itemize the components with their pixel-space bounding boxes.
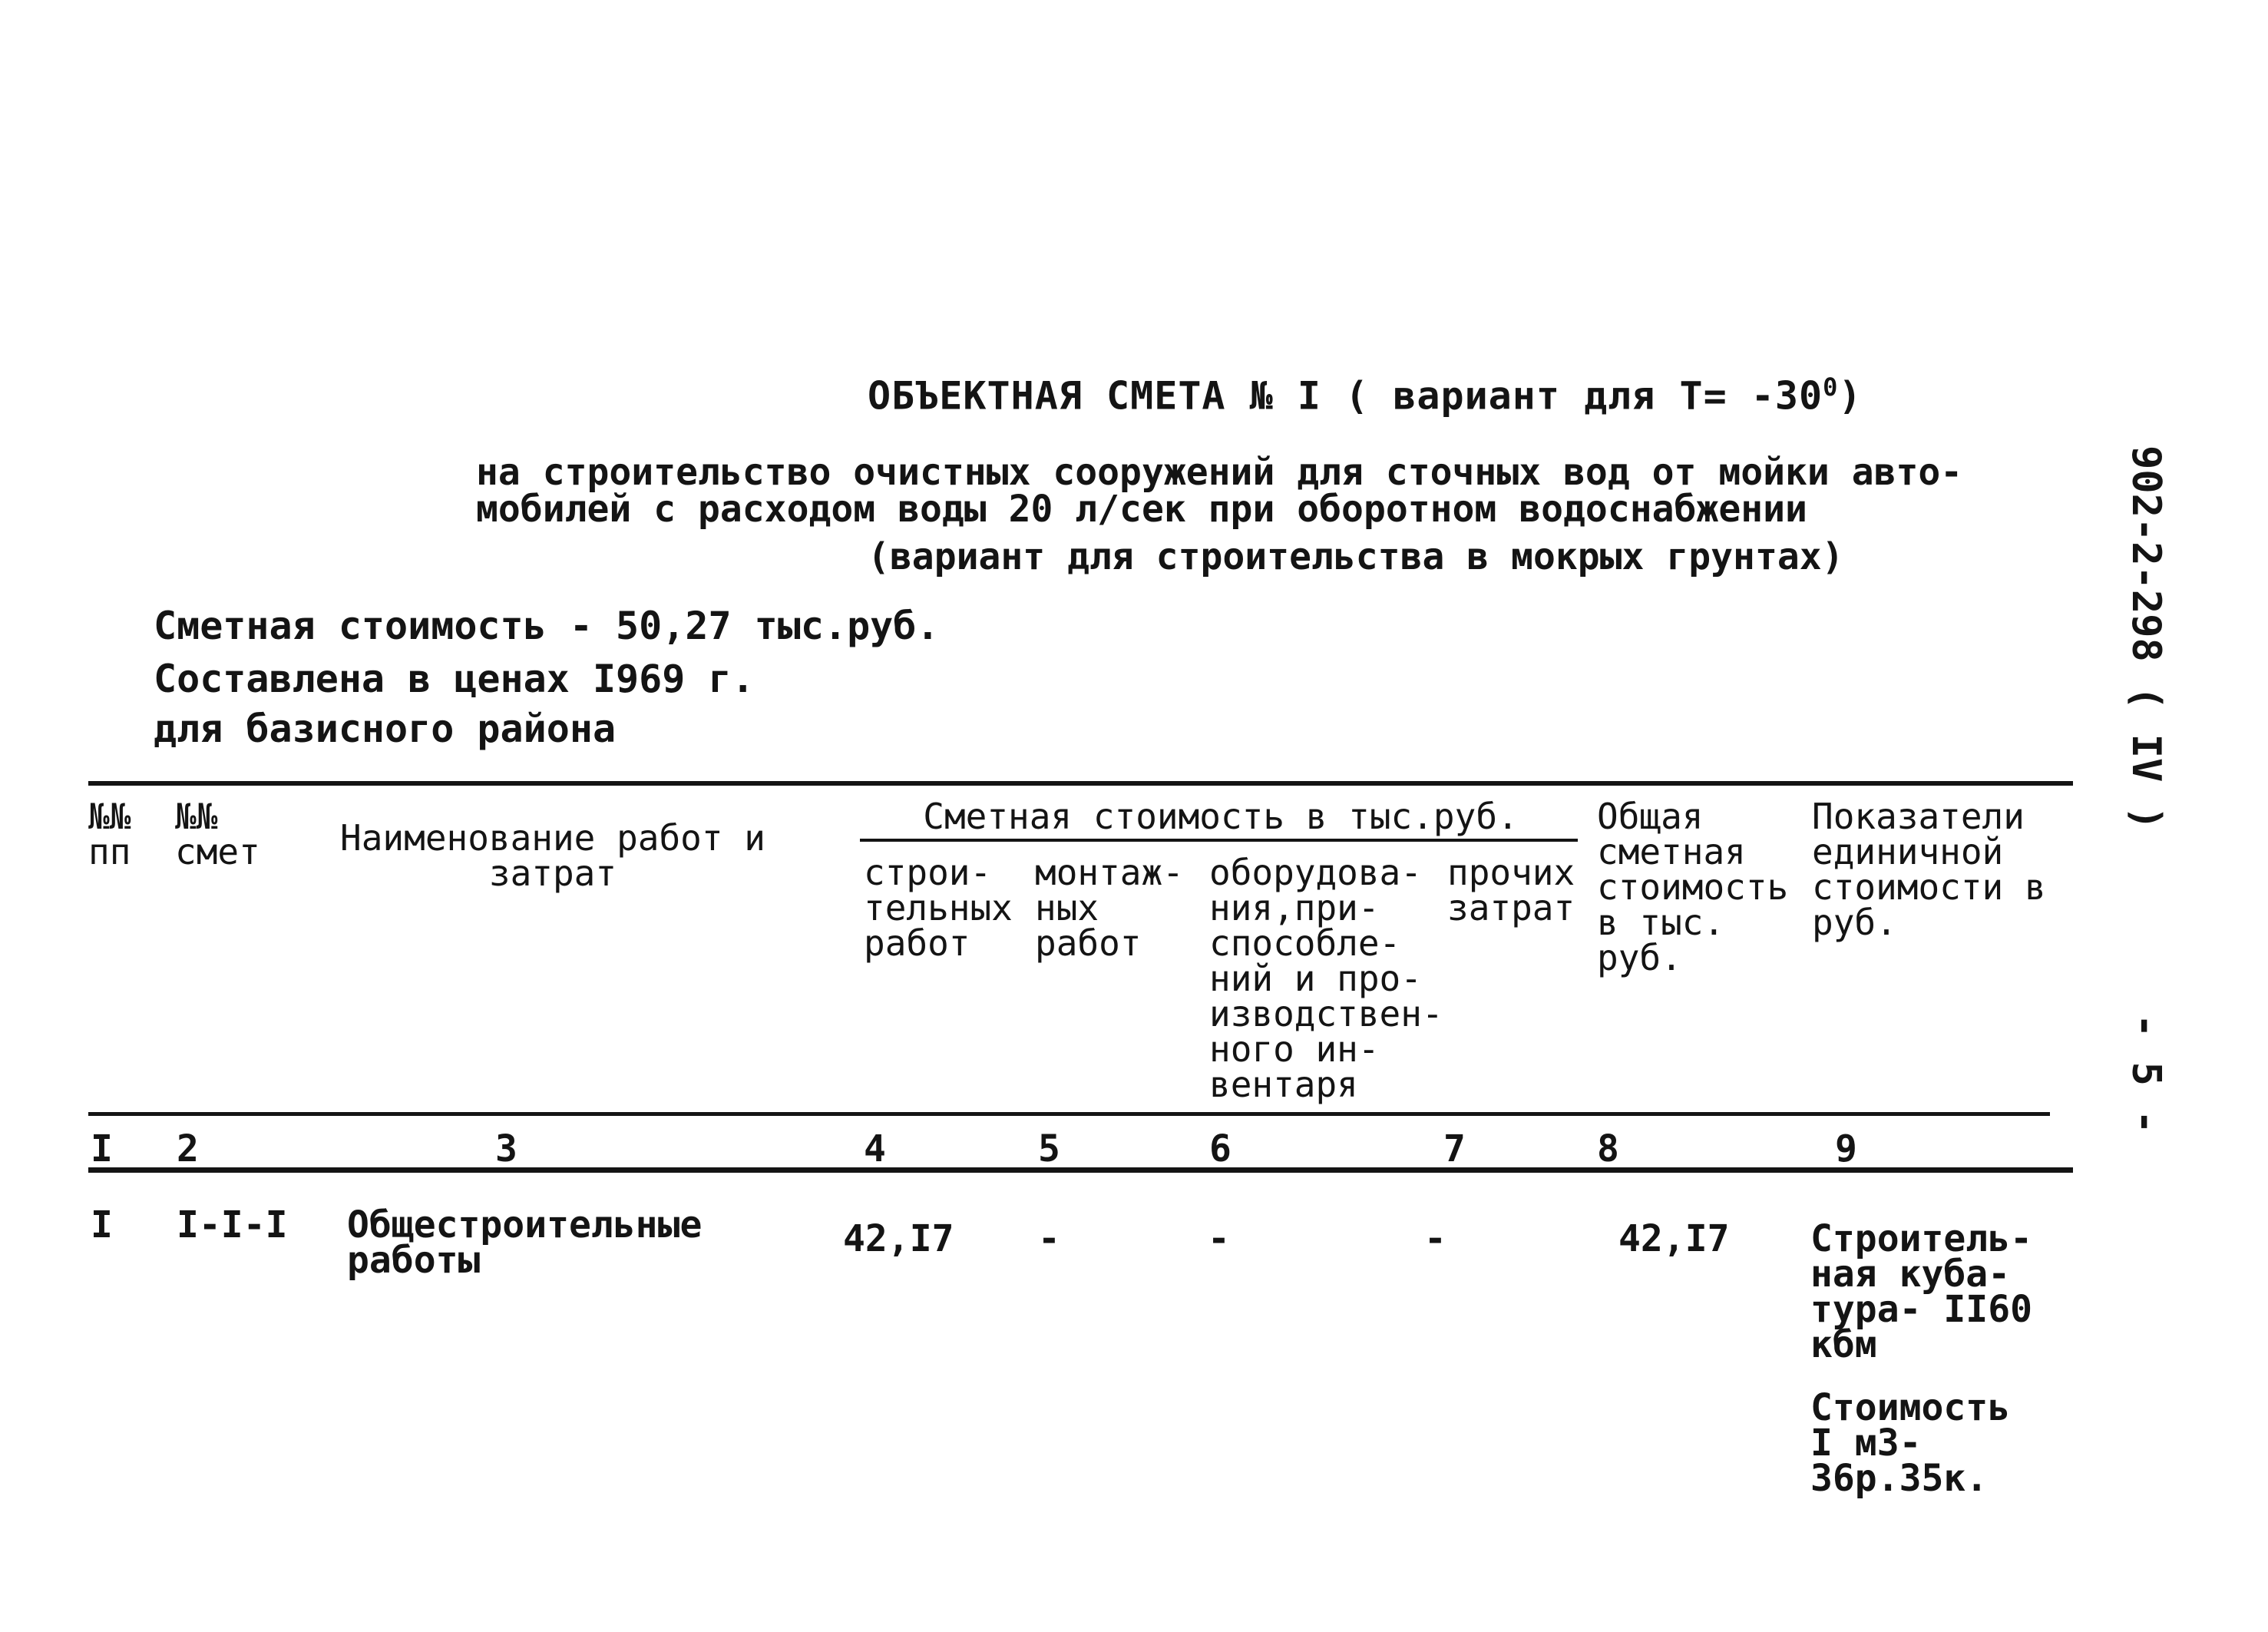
header-bottom-rule [88,1112,2050,1116]
prices-year: Составлена в ценах I969 г. [154,657,755,701]
estimated-cost: Сметная стоимость - 50,27 тыс.руб. [154,604,940,648]
column-number-8: 8 [1597,1127,1619,1170]
row-indicator-volume: Строитель- ная куба- тура- II60 кбм [1810,1217,2032,1366]
header-indicators: Показатели единичной стоимости в руб. [1812,796,2046,943]
row-installation: - [1038,1217,1060,1260]
header-construction: строи- тельных работ [864,852,1013,964]
base-region: для базисного района [154,707,617,751]
row-indicator-unit-cost: Стоимость I м3- 36р.35к. [1810,1386,2011,1500]
column-numbers-rule [88,1167,2073,1173]
row-num: I [91,1203,113,1246]
row-construction: 42,I7 [843,1217,954,1260]
column-number-4: 4 [864,1127,886,1170]
column-number-6: 6 [1209,1127,1232,1170]
subtitle-line-2: мобилей с расходом воды 20 л/сек при оборотном водоснабжении [476,488,1807,531]
header-estimate: №№ смет [175,796,260,872]
group-underline [860,839,1578,842]
row-estimate: I-I-I [177,1203,288,1246]
side-page-number: - 5 - [2123,1014,2169,1134]
column-number-9: 9 [1835,1127,1857,1170]
row-name: Общестроительные работы [347,1203,703,1282]
row-other: - [1424,1217,1446,1260]
header-other: прочих затрат [1447,852,1575,929]
column-number-5: 5 [1038,1127,1060,1170]
header-installation: монтаж- ных работ [1035,852,1184,964]
row-equipment: - [1208,1217,1230,1260]
column-number-7: 7 [1443,1127,1466,1170]
header-equipment: оборудова- ния,при- способле- ний и про- изводствен- ного ин- вентаря [1209,852,1443,1105]
header-name: Наименование работ и затрат [340,817,765,894]
column-number-3: 3 [495,1127,517,1170]
column-number-2: 2 [177,1127,199,1170]
title-degree: 0 [1823,372,1839,402]
title-text: ОБЪЕКТНАЯ СМЕТА № I ( вариант для Т= -30 [868,373,1823,419]
title-close: ) [1838,373,1863,419]
side-document-code: 902-2-298 ( IV ) [2123,445,2169,830]
column-number-1: I [91,1127,113,1170]
subtitle-line-3: (вариант для строительства в мокрых грунтах) [868,535,1844,578]
header-num: №№ пп [88,796,131,872]
header-total: Общая сметная стоимость в тыс. руб. [1597,796,1789,978]
table-top-rule [88,781,2073,786]
header-group-cost: Сметная стоимость в тыс.руб. [923,796,1519,837]
row-total: 42,I7 [1618,1217,1730,1260]
document-title [868,372,1862,419]
subtitle-line-1: на строительство очистных сооружений для сточных вод от мойки авто- [476,451,1963,494]
